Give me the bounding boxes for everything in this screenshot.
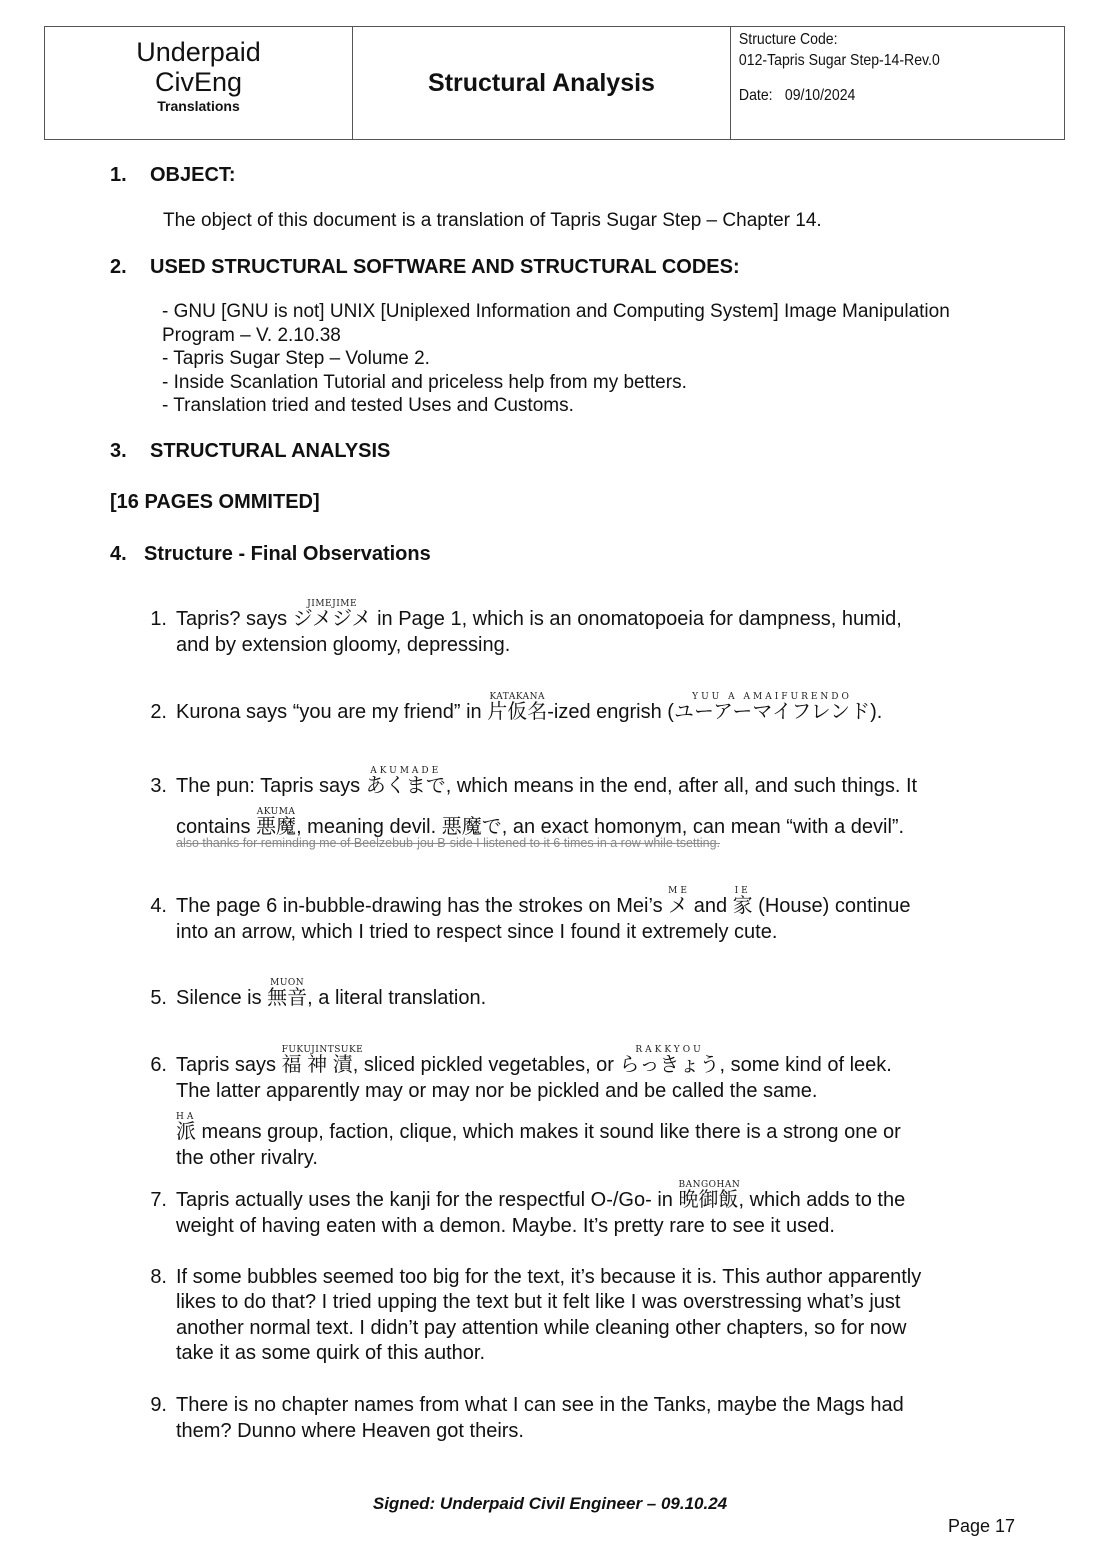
document-meta xyxy=(731,27,1024,139)
document-header xyxy=(44,26,1065,140)
japanese-text: ユーアーマイフレンド xyxy=(673,701,871,723)
observation-6 xyxy=(143,1045,1023,1171)
japanese-text: 悪魔で xyxy=(441,816,502,838)
ruby-reading: HA xyxy=(176,1112,197,1122)
text-run: , sliced pickled vegetables, or xyxy=(352,1054,620,1076)
section-3-title: STRUCTURAL ANALYSIS xyxy=(150,440,391,462)
text-run: and xyxy=(688,895,733,917)
structure-code: 012-Tapris Sugar Step-14-Rev.0 xyxy=(738,52,940,69)
japanese-text: あくまで xyxy=(365,775,446,797)
ruby-bangohan xyxy=(678,1180,741,1213)
software-line: - Tapris Sugar Step – Volume 2. xyxy=(162,348,430,369)
ruby-muon xyxy=(267,978,308,1011)
text-run: Silence is xyxy=(176,987,268,1009)
software-line: - GNU [GNU is not] UNIX [Uniplexed Information and Computing System] Image Manipulation xyxy=(162,301,950,322)
text-line: There is no chapter names from what I can see in the Tanks, maybe the Mags had xyxy=(176,1394,904,1416)
text-line: If some bubbles seemed too big for the text, it’s because it is. This author apparently xyxy=(176,1266,922,1288)
text-line: them? Dunno where Heaven got theirs. xyxy=(176,1420,524,1442)
section-1-number: 1. xyxy=(110,164,127,186)
text-run: means group, faction, clique, which makes it sound like there is a strong one or xyxy=(196,1121,901,1143)
omitted-pages-note: [16 PAGES OMMITED] xyxy=(110,491,320,513)
text-run: The latter apparently may or may nor be pickled and be called the same. xyxy=(176,1080,818,1102)
text-run: , some kind of leek. xyxy=(719,1054,892,1076)
text-run: in Page 1, which is an onomatopoeia for dampness, humid, xyxy=(371,608,902,630)
logo-block xyxy=(45,27,353,139)
ruby-ie xyxy=(732,886,753,919)
structure-code-label: Structure Code: xyxy=(738,31,838,48)
ruby-jimejime xyxy=(292,599,372,632)
text-run: contains xyxy=(176,816,257,838)
section-4-title: Structure - Final Observations xyxy=(144,543,431,565)
text-run: , a literal translation. xyxy=(307,987,487,1009)
observation-3 xyxy=(143,766,1023,850)
text-run: The pun: Tapris says xyxy=(176,775,366,797)
text-run: into an arrow, which I tried to respect since I found it extremely cute. xyxy=(176,921,778,943)
section-2-number: 2. xyxy=(110,256,127,278)
observation-2 xyxy=(143,692,1023,725)
ruby-reading: RAKKYOU xyxy=(635,1045,704,1055)
observation-number: 5. xyxy=(150,987,167,1009)
ruby-reading: BANGOHAN xyxy=(678,1180,741,1190)
text-line: take it as some quirk of this author. xyxy=(176,1341,486,1364)
section-1-text: The object of this document is a translation of Tapris Sugar Step – Chapter 14. xyxy=(163,210,822,231)
ruby-fukujintsuke xyxy=(281,1045,364,1078)
text-run: the other rivalry. xyxy=(176,1147,318,1169)
observation-7 xyxy=(143,1180,1023,1239)
date-row xyxy=(739,85,1024,106)
ruby-reading: JIMEJIME xyxy=(307,599,358,609)
software-line: Program – V. 2.10.38 xyxy=(162,324,341,346)
software-line: - Inside Scanlation Tutorial and priceless help from my betters. xyxy=(162,371,687,393)
japanese-text: 晩御飯 xyxy=(678,1189,739,1211)
observation-9 xyxy=(143,1392,1023,1444)
observation-8 xyxy=(143,1265,1023,1366)
date-value: 09/10/2024 xyxy=(784,87,856,104)
japanese-text: 悪魔 xyxy=(256,816,297,838)
section-2-title: USED STRUCTURAL SOFTWARE AND STRUCTURAL CODES: xyxy=(150,256,740,278)
observation-number: 8. xyxy=(150,1266,167,1288)
ruby-reading: ME xyxy=(668,886,690,896)
ruby-ha xyxy=(176,1112,197,1145)
ruby-reading: KATAKANA xyxy=(489,692,546,702)
observation-4 xyxy=(143,886,1023,945)
text-run: -ized engrish ( xyxy=(547,701,674,723)
japanese-text: 派 xyxy=(176,1121,196,1143)
observation-number: 9. xyxy=(150,1394,167,1416)
software-list xyxy=(162,300,1032,418)
ruby-reading: YUU A AMAIFURENDO xyxy=(692,692,852,702)
observation-number: 6. xyxy=(150,1054,167,1076)
ruby-rakkyou xyxy=(619,1045,720,1078)
ruby-you-are-my-friend xyxy=(673,692,871,725)
text-run: (House) continue xyxy=(752,895,911,917)
observation-6-subnote xyxy=(176,1112,1023,1171)
ruby-me xyxy=(668,886,690,919)
text-line: another normal text. I didn’t pay attention while cleaning other chapters, so for now xyxy=(176,1316,907,1339)
page-number: Page 17 xyxy=(948,1516,1016,1536)
section-3-number: 3. xyxy=(110,440,127,462)
text-run: Tapris says xyxy=(176,1054,282,1076)
ruby-reading: IE xyxy=(734,886,751,896)
observation-5 xyxy=(143,978,1023,1011)
japanese-text: 無音 xyxy=(267,987,308,1009)
japanese-text: メ xyxy=(668,895,689,917)
ruby-akumade xyxy=(365,766,446,799)
ruby-reading: AKUMADE xyxy=(370,766,442,776)
observation-number: 7. xyxy=(150,1189,167,1211)
japanese-text: 家 xyxy=(732,895,753,917)
text-run: weight of having eaten with a demon. Maybe. It’s pretty rare to see it used. xyxy=(176,1215,835,1237)
ruby-akuma xyxy=(256,807,297,840)
text-run: Tapris actually uses the kanji for the respectful O-/Go- in xyxy=(176,1189,679,1211)
document-title: Structural Analysis xyxy=(353,27,731,139)
ruby-reading: FUKUJINTSUKE xyxy=(281,1045,364,1055)
text-run: , which adds to the xyxy=(738,1189,906,1211)
logo-line-2: CivEng xyxy=(154,67,243,97)
japanese-text: 片仮名 xyxy=(487,701,548,723)
japanese-text: ジメジメ xyxy=(292,608,372,630)
logo-line-1: Underpaid xyxy=(136,37,261,67)
text-run: and by extension gloomy, depressing. xyxy=(176,634,511,656)
logo-line-3: Translations xyxy=(157,98,240,114)
observation-number: 1. xyxy=(150,608,167,630)
text-run: Kurona says “you are my friend” in xyxy=(176,701,488,723)
ruby-reading: AKUMA xyxy=(256,807,296,817)
observation-number: 2. xyxy=(150,701,167,723)
strikethrough-note: also thanks for reminding me of Beelzebub-jou B-side I listened to it 6 times in a row while tsetting. xyxy=(176,836,721,850)
text-run: , an exact homonym, can mean “with a devil”. xyxy=(501,816,905,838)
text-run: The page 6 in-bubble-drawing has the strokes on Mei’s xyxy=(176,895,669,917)
observation-1 xyxy=(143,599,1023,658)
text-line: likes to do that? I tried upping the text but it felt like I was overstressing what’s just xyxy=(176,1291,901,1314)
text-run: , meaning devil. xyxy=(296,816,442,838)
section-4-number: 4. xyxy=(110,543,127,565)
japanese-text: らっきょう xyxy=(619,1054,720,1076)
ruby-katakana xyxy=(487,692,548,725)
japanese-text: 福 神 漬 xyxy=(281,1054,353,1076)
software-line: - Translation tried and tested Uses and Customs. xyxy=(162,395,574,416)
text-run: ). xyxy=(870,701,883,723)
date-label: Date: xyxy=(738,87,773,104)
text-run: Tapris? says xyxy=(176,608,293,630)
observation-number: 3. xyxy=(150,775,167,797)
observation-number: 4. xyxy=(150,895,167,917)
section-1-title: OBJECT: xyxy=(150,164,236,186)
text-run: , which means in the end, after all, and such things. It xyxy=(445,775,918,797)
signature-line: Signed: Underpaid Civil Engineer – 09.10.24 xyxy=(372,1494,728,1513)
ruby-reading: MUON xyxy=(270,978,305,988)
